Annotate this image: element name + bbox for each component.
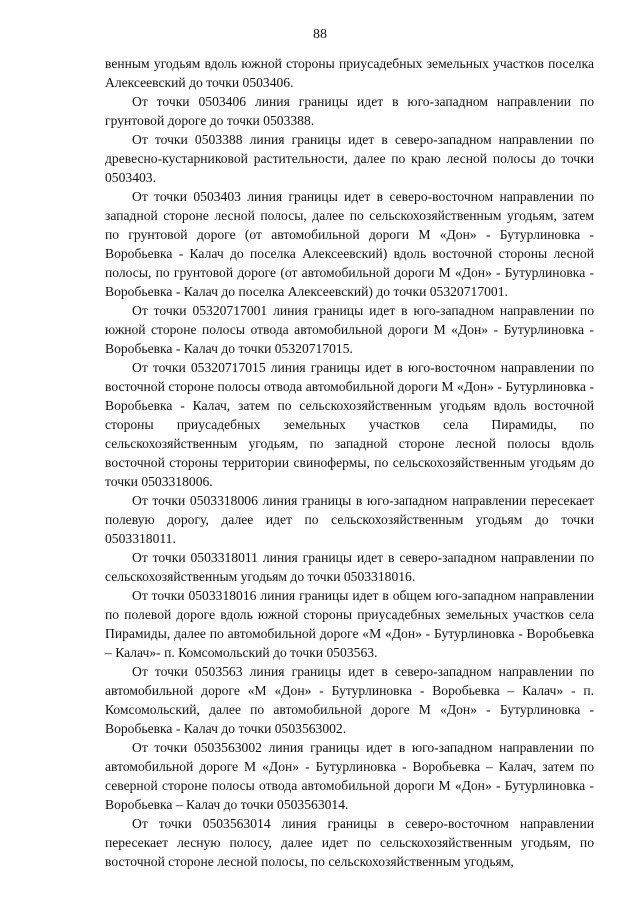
paragraph: От точки 0503403 линия границы идет в северо-восточном направлении по западной стороне лесной полосы, далее по сельскохозяйственным угодьям, затем по грунтовой дороге (от автомобильной дороги М «Дон» - Бутурлиновка - Воробьевка - Калач до поселка Алексеевский) вдоль восточной стороны лесной полосы, по грунтовой дороге (от автомобильной дороги М «Дон» - Бутурлиновка - Воробьевка - Калач до поселка Алексеевский) до точки 05320717001.: [105, 189, 594, 299]
paragraph: От точки 0503318011 линия границы идет в северо-западном направлении по сельскохозяйственным угодьям до точки 0503318016.: [105, 550, 594, 584]
paragraph: От точки 05320717001 линия границы идет в юго-западном направлении по южной стороне полосы отвода автомобильной дороги М «Дон» - Бутурлиновка - Воробьевка - Калач до точки 05320717015.: [105, 303, 594, 356]
paragraph: От точки 0503406 линия границы идет в юго-западном направлении по грунтовой дороге до точки 0503388.: [105, 94, 594, 128]
document-body: [105, 54, 594, 871]
paragraph-continuation: венным угодьям вдоль южной стороны приусадебных земельных участков поселка Алексеевский до точки 0503406.: [105, 56, 594, 90]
paragraph: От точки 0503563002 линия границы идет в юго-западном направлении по автомобильной дороге М «Дон» - Бутурлиновка - Воробьевка – Калач, затем по северной стороне полосы отвода автомобильной дороги М «Дон» - Бутурлиновка - Воробьевка – Калач до точки 0503563014.: [105, 740, 594, 812]
paragraph: От точки 05320717015 линия границы идет в юго-восточном направлении по восточной стороне полосы отвода автомобильной дороги М «Дон» - Бутурлиновка - Воробьевка - Калач, затем по сельскохозяйственным угодьям вдоль восточной стороны приусадебных земельных участков села Пирамиды, по сельскохозяйственным угодьям, по западной стороне лесной полосы вдоль восточной стороны территории свинофермы, по сельскохозяйственным угодьям до точки 0503318006.: [105, 360, 594, 489]
paragraph: От точки 0503318006 линия границы в юго-западном направлении пересекает полевую дорогу, далее идет по сельскохозяйственным угодьям до точки 0503318011.: [105, 493, 594, 546]
paragraph: От точки 0503388 линия границы идет в северо-западном направлении по древесно-кустарниковой растительности, далее по краю лесной полосы до точки 0503403.: [105, 132, 594, 185]
page-number: 88: [313, 27, 327, 42]
paragraph: От точки 0503318016 линия границы идет в общем юго-западном направлении по полевой дороге вдоль южной стороны приусадебных земельных участков села Пирамиды, далее по автомобильной дороге «М «Дон» - Бутурлиновка - Воробьевка – Калач»- п. Комсомольский до точки 0503563.: [105, 588, 594, 660]
paragraph: От точки 0503563014 линия границы в северо-восточном направлении пересекает лесную полосу, далее идет по сельскохозяйственным угодьям, по восточной стороне лесной полосы, по сельскохозяйственным угодьям,: [105, 816, 594, 869]
paragraph: От точки 0503563 линия границы идет в северо-западном направлении по автомобильной дороге «М «Дон» - Бутурлиновка - Воробьевка – Калач» - п. Комсомольский, далее по автомобильной дороге М «Дон» - Бутурлиновка - Воробьевка - Калач до точки 0503563002.: [105, 664, 594, 736]
